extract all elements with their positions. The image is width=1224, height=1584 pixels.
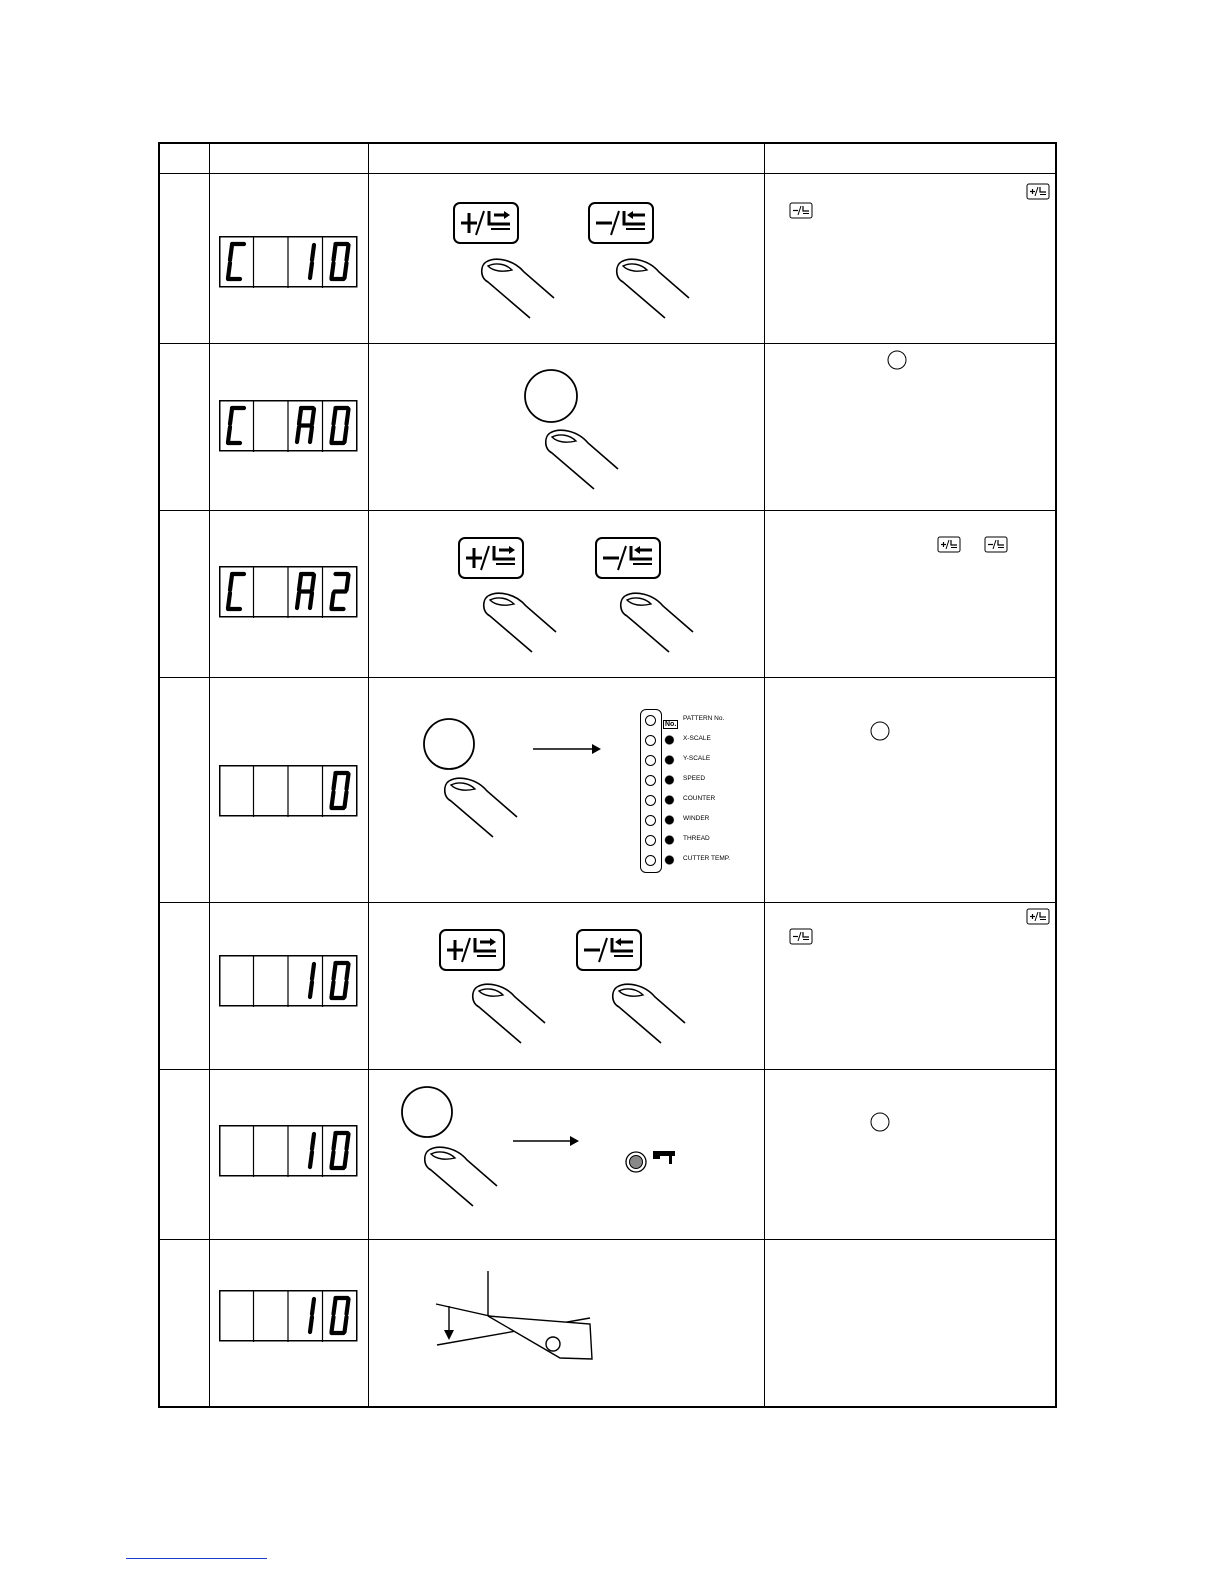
led-label: Y-SCALE [683, 755, 711, 762]
winder-icon [663, 813, 679, 827]
row-divider [158, 510, 1055, 511]
pattern-no-icon [663, 713, 679, 727]
led-icon [645, 755, 656, 766]
led-icon [645, 735, 656, 746]
row-divider [158, 1069, 1055, 1070]
led-icon [645, 715, 656, 726]
led-icon [645, 775, 656, 786]
header-divider [158, 173, 1055, 174]
col-divider-3 [764, 142, 765, 1406]
seven-seg-display [219, 1290, 358, 1347]
seven-seg-display [219, 1125, 358, 1182]
row-divider [158, 343, 1055, 344]
led-icon [645, 795, 656, 806]
led-icon [645, 815, 656, 826]
seven-seg-display [219, 566, 358, 623]
led-icon [645, 855, 656, 866]
seven-seg-display [219, 765, 358, 822]
cutter-temp-icon [663, 853, 679, 867]
led-item [640, 812, 760, 828]
led-item [640, 852, 760, 868]
led-label: PATTERN No. [683, 715, 725, 722]
seven-seg-digits [219, 955, 358, 1007]
seven-seg-display [219, 236, 358, 293]
led-item [640, 772, 760, 788]
seven-seg-digits [219, 236, 358, 288]
y-scale-icon [663, 753, 679, 767]
col-divider-1 [209, 142, 210, 1406]
seven-seg-digits [219, 400, 358, 452]
led-label: X-SCALE [683, 735, 711, 742]
led-item [640, 792, 760, 808]
seven-seg-display [219, 955, 358, 1012]
seven-seg-digits [219, 1290, 358, 1342]
led-item [640, 752, 760, 768]
counter-icon [663, 793, 679, 807]
led-label: COUNTER [683, 795, 716, 802]
page-link-underline [126, 1558, 267, 1559]
led-label: WINDER [683, 815, 710, 822]
x-scale-icon [663, 733, 679, 747]
col-divider-2 [368, 142, 369, 1406]
led-item [640, 832, 760, 848]
row-divider [158, 1239, 1055, 1240]
seven-seg-display [219, 400, 358, 457]
row-divider [158, 677, 1055, 678]
row-divider [158, 902, 1055, 903]
speed-icon [663, 773, 679, 787]
led-status-list [640, 709, 760, 873]
led-label: SPEED [683, 775, 706, 782]
seven-seg-digits [219, 1125, 358, 1177]
led-item [640, 732, 760, 748]
seven-seg-digits [219, 765, 358, 817]
led-label: THREAD [683, 835, 710, 842]
led-item [640, 712, 760, 728]
thread-icon [663, 833, 679, 847]
led-icon [645, 835, 656, 846]
seven-seg-digits [219, 566, 358, 618]
led-label: CUTTER TEMP. [683, 855, 731, 862]
pattern-no-badge: No. [665, 721, 677, 728]
